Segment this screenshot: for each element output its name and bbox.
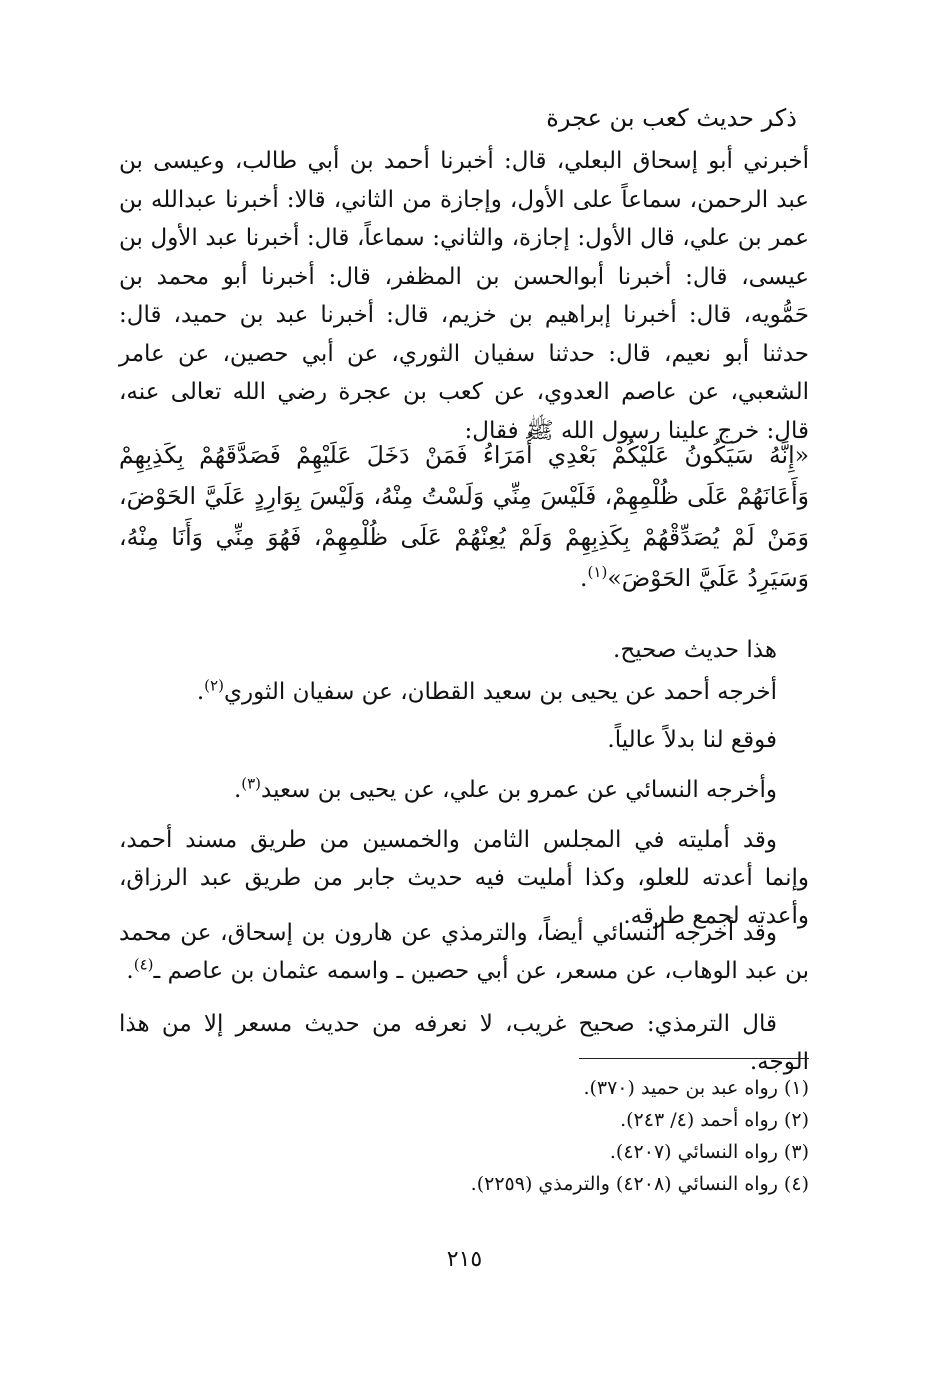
tirmidhi-end: . [126,958,134,984]
footnote-1: (١) رواه عبد بن حميد (٣٧٠). [583,1077,809,1099]
footnote-ref-4[interactable]: (٤) [133,955,154,974]
nasai-end: . [233,777,242,803]
ahmad-end: . [196,679,205,705]
nasai-text: وأخرجه النسائي عن عمرو بن علي، عن يحيى بن سعيد [261,777,777,803]
tirmidhi-said-paragraph: قال الترمذي: صحيح غريب، لا نعرفه من حديث مسعر إلا من هذا الوجه. [119,1011,809,1075]
tirmidhi-paragraph [119,914,809,990]
footnote-ref-3[interactable]: (٣) [241,774,262,793]
isnad-paragraph: أخبرني أبو إسحاق البعلي، قال: أخبرنا أحمد بن أبي طالب، وعيسى بن عبد الرحمن، سماعاً على الأول، وإجازة من الثاني، قالا: أخبرنا عبدالله بن عمر بن علي، قال الأول: إجازة، والثاني: سماعاً، قال: أخبرنا عبد الأول بن عيسى، قال: أخبرنا أبوالحسن بن المظفر، قال: أخبرنا أبو محمد بن حَمُّويه، قال: أخبرنا إبراهيم بن خزيم، قال: أخبرنا عبد بن حميد، قال: حدثنا أبو نعيم، قال: حدثنا سفيان الثوري، عن أبي حصين، عن عامر الشعبي، عن عاصم العدوي، عن كعب بن عجرة رضي الله تعالى عنه، قال: خرج علينا رسول الله ﷺ فقال: [119,148,809,444]
footnote-4: (٤) رواه النسائي (٤٢٠٨) والترمذي (٢٢٥٩). [470,1173,809,1195]
footnote-3: (٣) رواه النسائي (٤٢٠٧). [609,1141,809,1163]
ahmad-line [197,673,777,711]
amlaytuhu-paragraph: وقد أمليته في المجلس الثامن والخمسين من طريق مسند أحمد، وإنما أعدته للعلو، وكذا أمليت فيه حديث جابر من طريق عبد الرزاق، وأعدته لجمع طرقه. [119,827,809,929]
footnote-divider [579,1058,809,1059]
footnote-ref-2[interactable]: (٢) [204,676,224,695]
hadith-text [119,435,809,599]
badal-line: فوقع لنا بدلاً عالياً. [607,727,777,753]
footnote-2: (٢) رواه أحمد (٤/ ٢٤٣). [620,1109,809,1131]
hadith-end: . [580,564,588,592]
ahmad-text: أخرجه أحمد عن يحيى بن سعيد القطان، عن سفيان الثوري [223,679,777,705]
sahih-line: هذا حديث صحيح. [613,637,777,663]
hadith-body: «إِنَّهُ سَيَكُونُ عَلَيْكُمْ بَعْدِي أُمَرَاءُ فَمَنْ دَخَلَ عَلَيْهِمْ فَصَدَّقَهُمْ بِكَذِبِهِمْ وَأَعَانَهُمْ عَلَى ظُلْمِهِمْ، فَلَيْسَ مِنِّي وَلَسْتُ مِنْهُ، وَلَيْسَ بِوَارِدٍ عَلَيَّ الحَوْضَ، وَمَنْ لَمْ يُصَدِّقْهُمْ بِكَذِبِهِمْ وَلَمْ يُعِنْهُمْ عَلَى ظُلْمِهِمْ، فَهُوَ مِنِّي وَأَنَا مِنْهُ، وَسَيَرِدُ عَلَيَّ الحَوْضَ» [119,441,809,592]
page-number: ٢١٥ [446,1247,483,1272]
tirmidhi-text: وقد أخرجه النسائي أيضاً، والترمذي عن هارون بن إسحاق، عن محمد بن عبد الوهاب، عن مسعر، عن أبي حصين ـ واسمه عثمان بن عاصم ـ [119,920,809,984]
footnote-ref-1[interactable]: (١) [587,563,608,582]
nasai-line [234,771,777,809]
section-heading: ذكر حديث كعب بن عجرة [546,104,797,132]
footnotes [119,1072,809,1200]
